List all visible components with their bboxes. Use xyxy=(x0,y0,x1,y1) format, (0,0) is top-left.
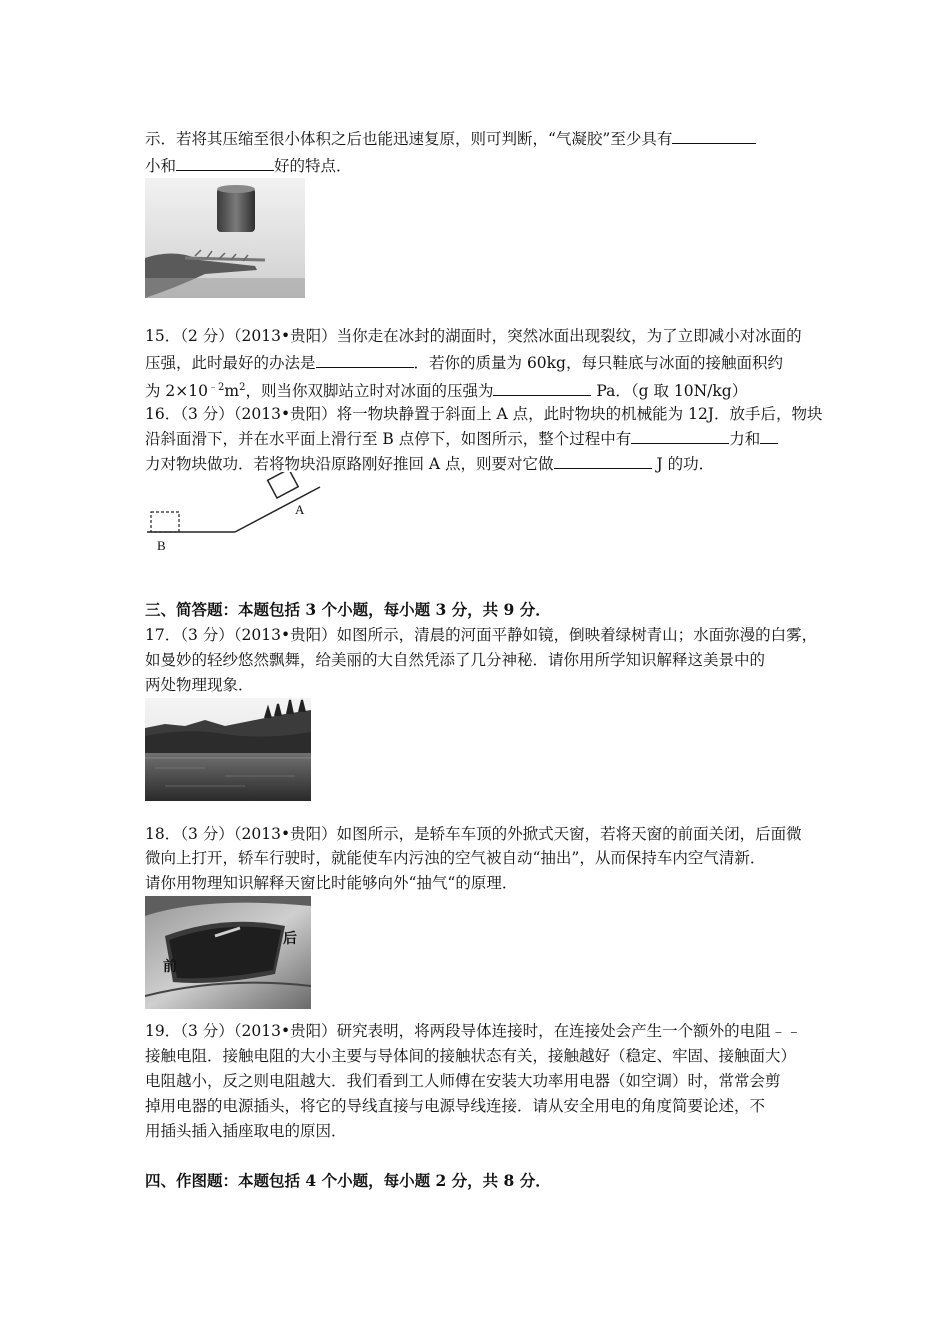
section-3-heading: 三、简答题：本题包括 3 个小题，每小题 3 分，共 9 分． xyxy=(145,600,551,619)
q14-line-1: 示．若将其压缩至很小体积之后也能迅速复原，则可判断，“气凝胶”至少具有 xyxy=(145,128,756,149)
q17-line-3: 两处物理现象． xyxy=(145,676,254,694)
answer-blank[interactable] xyxy=(176,155,274,171)
q14-line-2: 小和 好的特点． xyxy=(145,157,352,175)
answer-blank[interactable] xyxy=(554,453,652,469)
section-4-heading: 四、作图题：本题包括 4 个小题，每小题 2 分，共 8 分． xyxy=(145,1171,551,1190)
aerogel-photo xyxy=(145,178,305,298)
label-b: B xyxy=(157,538,166,553)
answer-blank[interactable] xyxy=(493,380,591,396)
label-a: A xyxy=(295,502,305,517)
label-back: 后 xyxy=(283,931,297,947)
q19-line-5: 用插头插入插座取电的原因． xyxy=(145,1122,347,1140)
q17-line-1: 17．（3 分）（2013•贵阳）如图所示，清晨的河面平静如镜，倒映着绿树青山；水面弥漫的白雾， xyxy=(145,626,818,644)
block-at-a xyxy=(268,472,299,498)
q15-line-2: 压强，此时最好的办法是 ．若你的质量为 60kg，每只鞋底与冰面的接触面积约 xyxy=(145,354,783,372)
lake-photo xyxy=(145,698,311,801)
q19-line-2: 接触电阻．接触电阻的大小主要与导体间的接触状态有关，接触越好（稳定、牢固、接触面大） xyxy=(145,1047,797,1065)
q16-line-3: 力对物块做功．若将物块沿原路刚好推回 A 点，则要对它做 J 的功． xyxy=(145,455,715,473)
q16-line-2: 沿斜面滑下，并在水平面上滑行至 B 点停下，如图所示，整个过程中有 力和 xyxy=(145,428,778,449)
answer-blank[interactable] xyxy=(316,352,414,368)
q15-line-3: 为 $2\times 10^{﹣2}m^2$，则当你双脚站立时对冰面的压强为 Pa．（g 取 10N/kg） xyxy=(145,382,748,401)
answer-blank[interactable] xyxy=(631,428,729,444)
incline-diagram xyxy=(145,472,325,554)
q16-line-1: 16．（3 分）（2013•贵阳）将一物块静置于斜面上 A 点，此时物块的机械能为 12J．放手后，物块 xyxy=(145,405,823,423)
q19-line-1: 19．（3 分）（2013•贵阳）研究表明，将两段导体连接时，在连接处会产生一个额外的电阻﹣﹣ xyxy=(145,1022,802,1040)
q18-line-2: 微向上打开，轿车行驶时，就能使车内污浊的空气被自动“抽出”，从而保持车内空气清新． xyxy=(145,849,766,867)
q19-line-3: 电阻越小，反之则电阻越大．我们看到工人师傅在安装大功率用电器（如空调）时，常常会剪 xyxy=(145,1072,781,1090)
sunroof-photo xyxy=(145,896,311,1009)
label-front: 前 xyxy=(163,959,177,975)
answer-blank[interactable] xyxy=(672,128,756,144)
q15-line-1: 15．（2 分）（2013•贵阳）当你走在冰封的湖面时，突然冰面出现裂纹，为了立即减小对冰面的 xyxy=(145,327,802,345)
q19-line-4: 掉用电器的电源插头，将它的导线直接与电源导线连接．请从安全用电的角度简要论述，不 xyxy=(145,1097,766,1115)
q18-line-3: 请你用物理知识解释天窗比时能够向外“抽气“的原理． xyxy=(145,874,518,892)
block-at-b xyxy=(151,512,179,532)
q18-line-1: 18．（3 分）（2013•贵阳）如图所示，是轿车车顶的外掀式天窗，若将天窗的前面关闭，后面微 xyxy=(145,825,802,843)
answer-blank[interactable] xyxy=(760,428,778,444)
q17-line-2: 如曼妙的轻纱悠然飘舞，给美丽的大自然凭添了几分神秘．请你用所学知识解释这美景中的 xyxy=(145,651,766,669)
